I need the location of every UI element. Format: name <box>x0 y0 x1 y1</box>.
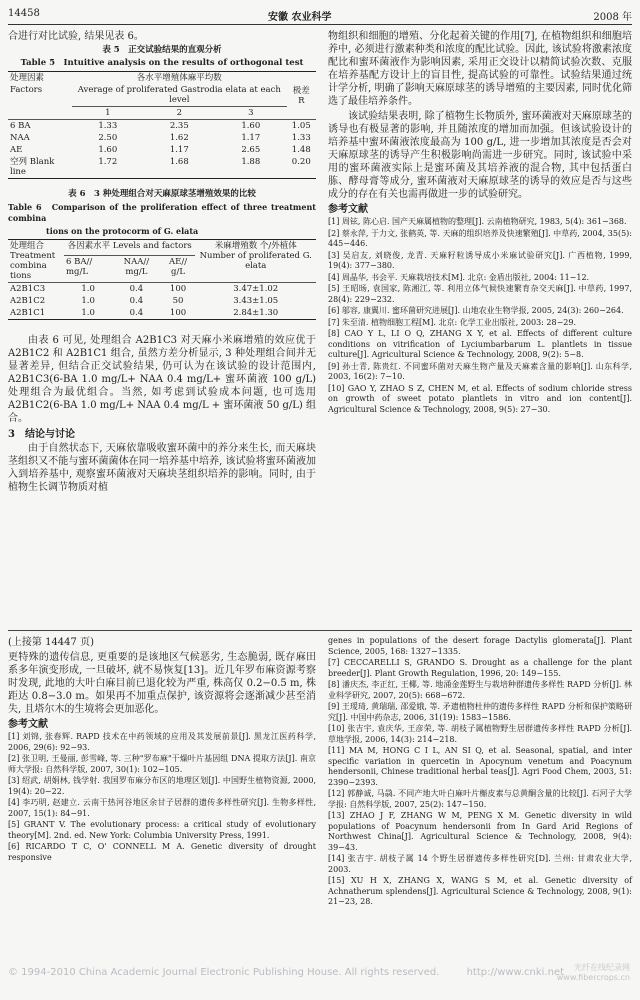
table-cell: 1.88 <box>241 157 261 167</box>
reference-item: [6] RICARDO T C, O' CONNELL M A. Genetic diversity of drought responsive <box>8 842 316 862</box>
table-cell: 50 <box>172 296 184 306</box>
table6-caption-en-1: Table 6 Comparison of the proliferation effect of three treatment combina <box>8 202 316 223</box>
right-paragraph-2: 该试验结果表明, 除了植物生长物质外, 蜜环菌液对天麻原球茎的诱导也有极显著的影响, 并且随浓度的增加而加强。但该试验设计的培养基中蜜环菌液浓度最高为 100 g/L, 进一步增加其浓度是否会对天麻原球茎的诱导产生积极影响尚需进一步研究。同时, 该试验中采用的蜜环菌液实际上是蜜环菌及其培养液的混合物, 其中包括蛋白胨、酵母膏等成分, 蜜环菌液对天麻原球茎的诱导的效应是否与这些成分的存在有关也需再做进一步的试验研究。 <box>328 111 632 200</box>
table-cell: 空列 Blank line <box>10 157 55 177</box>
reference-item: [1] 刘锦, 张春辉. RAPD 技术在中药领域的应用及其发展前景[J]. 黑龙江医药科学, 2006, 29(6): 92−93. <box>8 732 316 752</box>
table-cell: 1.62 <box>169 133 189 143</box>
t6-levels-header: 各因素水平 Levels and factors <box>64 240 195 256</box>
continuation-note: (上接第 14447 页) <box>8 637 94 648</box>
header-rule <box>8 24 632 25</box>
reference-item: genes in populations of the desert forage Dactylis glomerata[J]. Plant Science, 2005, 168: 1327−1335. <box>328 636 632 656</box>
table-cell: 1.68 <box>169 157 189 167</box>
table-cell: 3.47±1.02 <box>233 284 279 294</box>
table-cell: A2B1C2 <box>10 296 46 306</box>
table-row <box>8 156 316 179</box>
t5-level-1: 1 <box>105 108 111 118</box>
t6-num-header <box>195 240 316 283</box>
table-cell: 1.05 <box>291 121 311 131</box>
table-cell: 1.0 <box>81 284 95 294</box>
reference-item: [6] 邬容, 康翼川. 蜜环菌研究进展[J]. 山地农业生物学报, 2005, 24(3): 260−264. <box>328 306 624 315</box>
reference-item: [8] CAO Y L, LI O Q, ZHANG X Y, et al. Effects of different culture conditions on vitrification of Lyciumbarbarum L. plantlets in tissue culture[J]. Agricultural Science & Technology, 2008, 9(2): 5−8. <box>328 329 632 359</box>
table-cell: 1.0 <box>81 296 95 306</box>
journal-name: 安徽 农业科学 <box>268 12 332 23</box>
reference-item: [15] XU H X, ZHANG X, WANG S M, et al. Genetic diversity of Achnatherum splendens[J]. Agricultural Science & Technology, 2008, 9(1): 21−23, 28. <box>328 876 632 906</box>
intro-text: 合进行对比试验, 结果见表 6。 <box>8 31 144 42</box>
reference-item: [13] ZHAO J F, ZHANG W M, PENG X M. Genetic diversity in wild populations of Poacynum hendersonii from In Gard Arid Regions of Northwest China[J]. Agricultural Science & Technology, 2008, 9(4): 39−43. <box>328 811 632 852</box>
t5-group-header: 各水平增殖体麻平均数 <box>136 73 222 83</box>
table-row <box>8 307 316 320</box>
t6-num-cn: 米麻增殖数 个/外植体 <box>214 241 297 251</box>
table5-caption-en: Table 5 Intuitive analysis on the results of orthogonal test <box>20 58 304 68</box>
lower-paragraph: 更特殊的遗传信息, 更重要的是该地区气候恶劣, 生态脆弱, 既存麻田系多年演变形成, 一旦破坏, 就不易恢复[13]。近几年罗布麻资源考察时发现, 此地的大叶白麻目前已退化较为严重, 株高仅 0.2−0.5 m, 株距达 0.8−3.0 m。如果再不加重点保护, 该资源将会逐渐减少甚至消失, 且塔尔木的生境将会更加恶化。 <box>8 652 316 715</box>
t6-ae-header: AE// g/L <box>168 256 188 277</box>
journal-year: 2008 年 <box>593 12 632 23</box>
reference-item: [10] GAO Y, ZHAO S Z, CHEN M, et al. Effects of sodium chloride stress on growth of sweet potato plantlets in vitro and ion content[J]. Agricultural Science & Technology, 2008, 9(5): 27−30. <box>328 383 632 414</box>
table-cell: 1.33 <box>291 133 311 143</box>
t5-level-3: 3 <box>248 108 254 118</box>
table-cell: 2.65 <box>241 145 261 155</box>
right-column <box>328 30 632 416</box>
table-cell: 2.35 <box>169 121 189 131</box>
table-cell: 1.17 <box>241 133 261 143</box>
t5-blank-head <box>8 107 72 120</box>
table-row <box>8 120 316 133</box>
table-cell: AE <box>10 145 23 155</box>
table-cell: 1.60 <box>98 145 118 155</box>
table5-caption-cn: 表 5 正交试验结果的直观分析 <box>102 45 222 55</box>
t6-naa-header: NAA// mg/L <box>123 256 150 277</box>
t6-ba-header: 6 BA// mg/L <box>66 256 93 277</box>
cnki-link[interactable]: http://www.cnki.net <box>466 967 564 978</box>
table-cell: 0.4 <box>129 296 144 306</box>
table-row <box>8 295 316 307</box>
table-cell: 2.84±1.30 <box>233 308 279 318</box>
t5-factor-en: Factors <box>10 85 43 95</box>
table-cell: 3.43±1.05 <box>233 296 279 306</box>
reference-item: [4] 李巧明, 赵建立. 云南干热河谷地区余甘子居群的遗传多样性研究[J]. 生物多样性, 2007, 15(1): 84−91. <box>8 798 316 818</box>
t6-num-en: Number of proliferated G. elata <box>199 251 312 271</box>
page-number: 14458 <box>8 8 40 19</box>
t5-level-2: 2 <box>176 108 182 118</box>
watermark-line-2: www.fibercrops.cn <box>556 973 630 982</box>
reference-item: [11] MA M, HONG C I L, AN SI Q, et al. Seasonal, spatial, and inter specific variation in quercetin in Apocynum venetum and Poacynum hendersonii, Chinese traditional herbal teas[J]. Agri Food Chem, 2003, 51: 2390−2393. <box>328 746 632 787</box>
t5-group-en: Average of proliferated Gastrodia elata at each level <box>72 84 287 107</box>
section-heading: 3 结论与讨论 <box>8 429 75 440</box>
results-paragraph: 由表 6 可见, 处理组合 A2B1C3 对天麻小米麻增殖的效应优于 A2B1C2 和 A2B1C1 组合, 虽然方差分析显示, 3 种处理组合间并无显著差异, 但结合正交试验结果, 仍可认为在该试验的设计范围内, A2B1C3(6-BA 1.0 mg/L+ NAA 0.4 mg/L+ 蜜环菌液 100 g/L) 处理组合为最优组合。当然, 如考虑到试验成本问题, 也可选用 A2B1C2(6-BA 1.0 mg/L+ NAA 0.4 mg/L + 蜜环菌液 50 g/L) 组合。 <box>8 335 316 424</box>
table-cell: A2B1C3 <box>10 284 46 294</box>
references-title: 参考文献 <box>328 204 368 215</box>
lower-left-column <box>8 636 316 864</box>
t6-treat-header <box>8 240 64 283</box>
table-cell: 0.4 <box>129 284 144 294</box>
reference-item: [2] 张卫明, 王曼丽, 彭雪峰, 等. 三种"罗布麻"干燥叶片基因组 DNA 提取方法[J]. 南京师大学报: 自然科学版, 2007, 30(1): 102−105. <box>8 754 316 774</box>
reference-item: [7] 朱至清. 植物细胞工程[M]. 北京: 化学工业出版社, 2003: 28−29. <box>328 317 577 327</box>
reference-item: [9] 孙士青, 陈贵红. 不同蜜环菌对天麻生物产量及天麻素含量的影响[J]. 山东科学, 2003, 16(2): 7−10. <box>328 361 632 381</box>
table-cell: NAA <box>10 133 30 143</box>
watermark <box>557 963 630 983</box>
lower-right-column <box>328 636 632 909</box>
reference-item: [5] GRANT V. The evolutionary process: a critical study of evolutionary theory[M]. 2nd. ed. New York: Columbia University Press, 1991. <box>8 820 316 840</box>
reference-item: [3] 吴启友, 刘晓俊, 龙青. 天麻籽粒诱导成小米麻试验研究[J]. 广西植物, 1999, 19(4): 377−380. <box>328 250 632 270</box>
running-header <box>8 6 632 26</box>
table-cell: 1.0 <box>81 308 95 318</box>
table-cell: 100 <box>169 308 187 318</box>
right-paragraph-1: 物组织和细胞的增殖、分化起着关键的作用[7], 在植物组织和细胞培养中, 必须进行激素种类和浓度的配比试验。因此, 该试验将激素浓度配比和蜜环菌液作为影响因素, 采用正交设计以精简试验次数、克服在培养基配方设计上的盲目性, 提高试验的可靠性。试验结果通过统计学分析, 明确了影响天麻原球茎的诱导增殖的主要因素, 同时优化筛选了最佳培养条件。 <box>328 31 632 107</box>
table-cell: 1.60 <box>241 121 261 131</box>
t6-treat-en: Treatment combina tions <box>10 251 56 281</box>
table6-caption-cn: 表 6 3 种处理组合对天麻原球茎增殖效果的比较 <box>68 189 256 199</box>
section-divider <box>8 630 632 631</box>
table-row <box>8 132 316 144</box>
reference-list <box>328 217 632 415</box>
table-cell: 0.4 <box>129 308 144 318</box>
copyright-text: © 1994-2010 China Academic Journal Electronic Publishing House. All rights reserved. <box>8 967 440 978</box>
reference-item: [2] 蔡永萍, 于力文, 张鹤英, 等. 天麻的组织培养及快速繁殖[J]. 中草药, 2004, 35(5): 445−446. <box>328 228 632 248</box>
reference-item: [4] 周晶华, 书会平. 天麻栽培技术[M]. 北京: 金盾出版社, 2004: 11−12. <box>328 272 590 282</box>
watermark-line-1: 光纤在线纪录网 <box>574 963 630 972</box>
t6-treat-cn: 处理组合 <box>10 241 45 251</box>
table-cell: 1.33 <box>98 121 118 131</box>
reference-item: [5] 王昭旸, 袁国家, 陈湘江, 等. 利用立体气候快速繁育杂交天麻[J]. 中草药, 1997, 28(4): 229−232. <box>328 284 632 304</box>
lower-reference-list-right <box>328 636 632 908</box>
lower-reference-list <box>8 732 316 863</box>
left-column <box>8 30 316 496</box>
reference-item: [14] 张吉宇. 胡枝子属 14 个野生居群遗传多样性研究[D]. 兰州: 甘肃农业大学, 2003. <box>328 854 632 874</box>
t5-factor-cn: 处理因素 <box>10 73 45 83</box>
table6-caption-en-2: tions on the protocorm of G. elata <box>46 226 199 236</box>
table-cell: 1.17 <box>169 145 189 155</box>
reference-item: [7] CECCARELLI S, GRANDO S. Drought as a challenge for the plant breeder[J]. Plant Growth Regulation, 1996, 20: 149−155. <box>328 658 632 678</box>
table-cell: 1.48 <box>291 145 311 155</box>
reference-item: [3] 绍武, 胡娟林, 钱学射. 我国罗布麻分布区的地理区划[J]. 中国野生植物资源, 2000, 19(4): 20−22. <box>8 776 316 796</box>
table6 <box>8 239 316 320</box>
table-row <box>8 283 316 296</box>
reference-item: [9] 王瑷琦, 黄瑞瑞, 邵爱娥, 等. 矛遗植物杜仲的遗传多样性 RAPD 分析和保护策略研究[J]. 中国中药杂志, 2006, 31(19): 1583−1586. <box>328 702 632 722</box>
reference-item: [12] 郭静诚, 马骉. 不同产地大叶白麻叶片槲皮素与总黄酮含量的比较[J]. 石河子大学学报: 自然科学版, 2007, 25(2): 147−150. <box>328 789 632 809</box>
lower-references-title: 参考文献 <box>8 719 48 730</box>
t5-factor-header <box>8 72 72 85</box>
reference-item: [1] 周铉, 陈心启. 国产天麻属植物的整理[J]. 云南植物研究, 1983, 5(4): 361−368. <box>328 217 627 226</box>
table-cell: 1.72 <box>98 157 118 167</box>
reference-item: [8] 潘庆杰, 李正红, 王椰, 等. 地涌金莲野生与栽培种群遗传多样性 RAPD 分析[J]. 林业科学研究, 2007, 20(5): 668−672. <box>328 680 632 700</box>
table-cell: A2B1C1 <box>10 308 46 318</box>
table-cell: 2.50 <box>98 133 118 143</box>
table-cell: 100 <box>169 284 187 294</box>
reference-item: [10] 张吉宇, 袁庆华, 王彦荣, 等. 胡枝子属植物野生居群遗传多样性 RAPD 分析[J]. 草地学报, 2006, 14(3): 214−218. <box>328 724 632 744</box>
table-cell: 0.20 <box>291 157 311 167</box>
page-footer <box>8 963 632 985</box>
discussion-paragraph: 由于自然状态下, 天麻依靠吸收蜜环菌中的养分来生长, 而天麻块茎组织又不能与蜜环菌菌体在同一培养基中培养, 该试验将蜜环菌液加入到培养基中, 观察蜜环菌液对天麻块茎组织培养的影响。同时, 由于植物生长调节物质对植 <box>8 443 316 493</box>
t5-range-header: 极差 R <box>292 85 310 106</box>
table-row <box>8 144 316 156</box>
table-cell: 6 BA <box>10 121 31 131</box>
table5 <box>8 71 316 179</box>
